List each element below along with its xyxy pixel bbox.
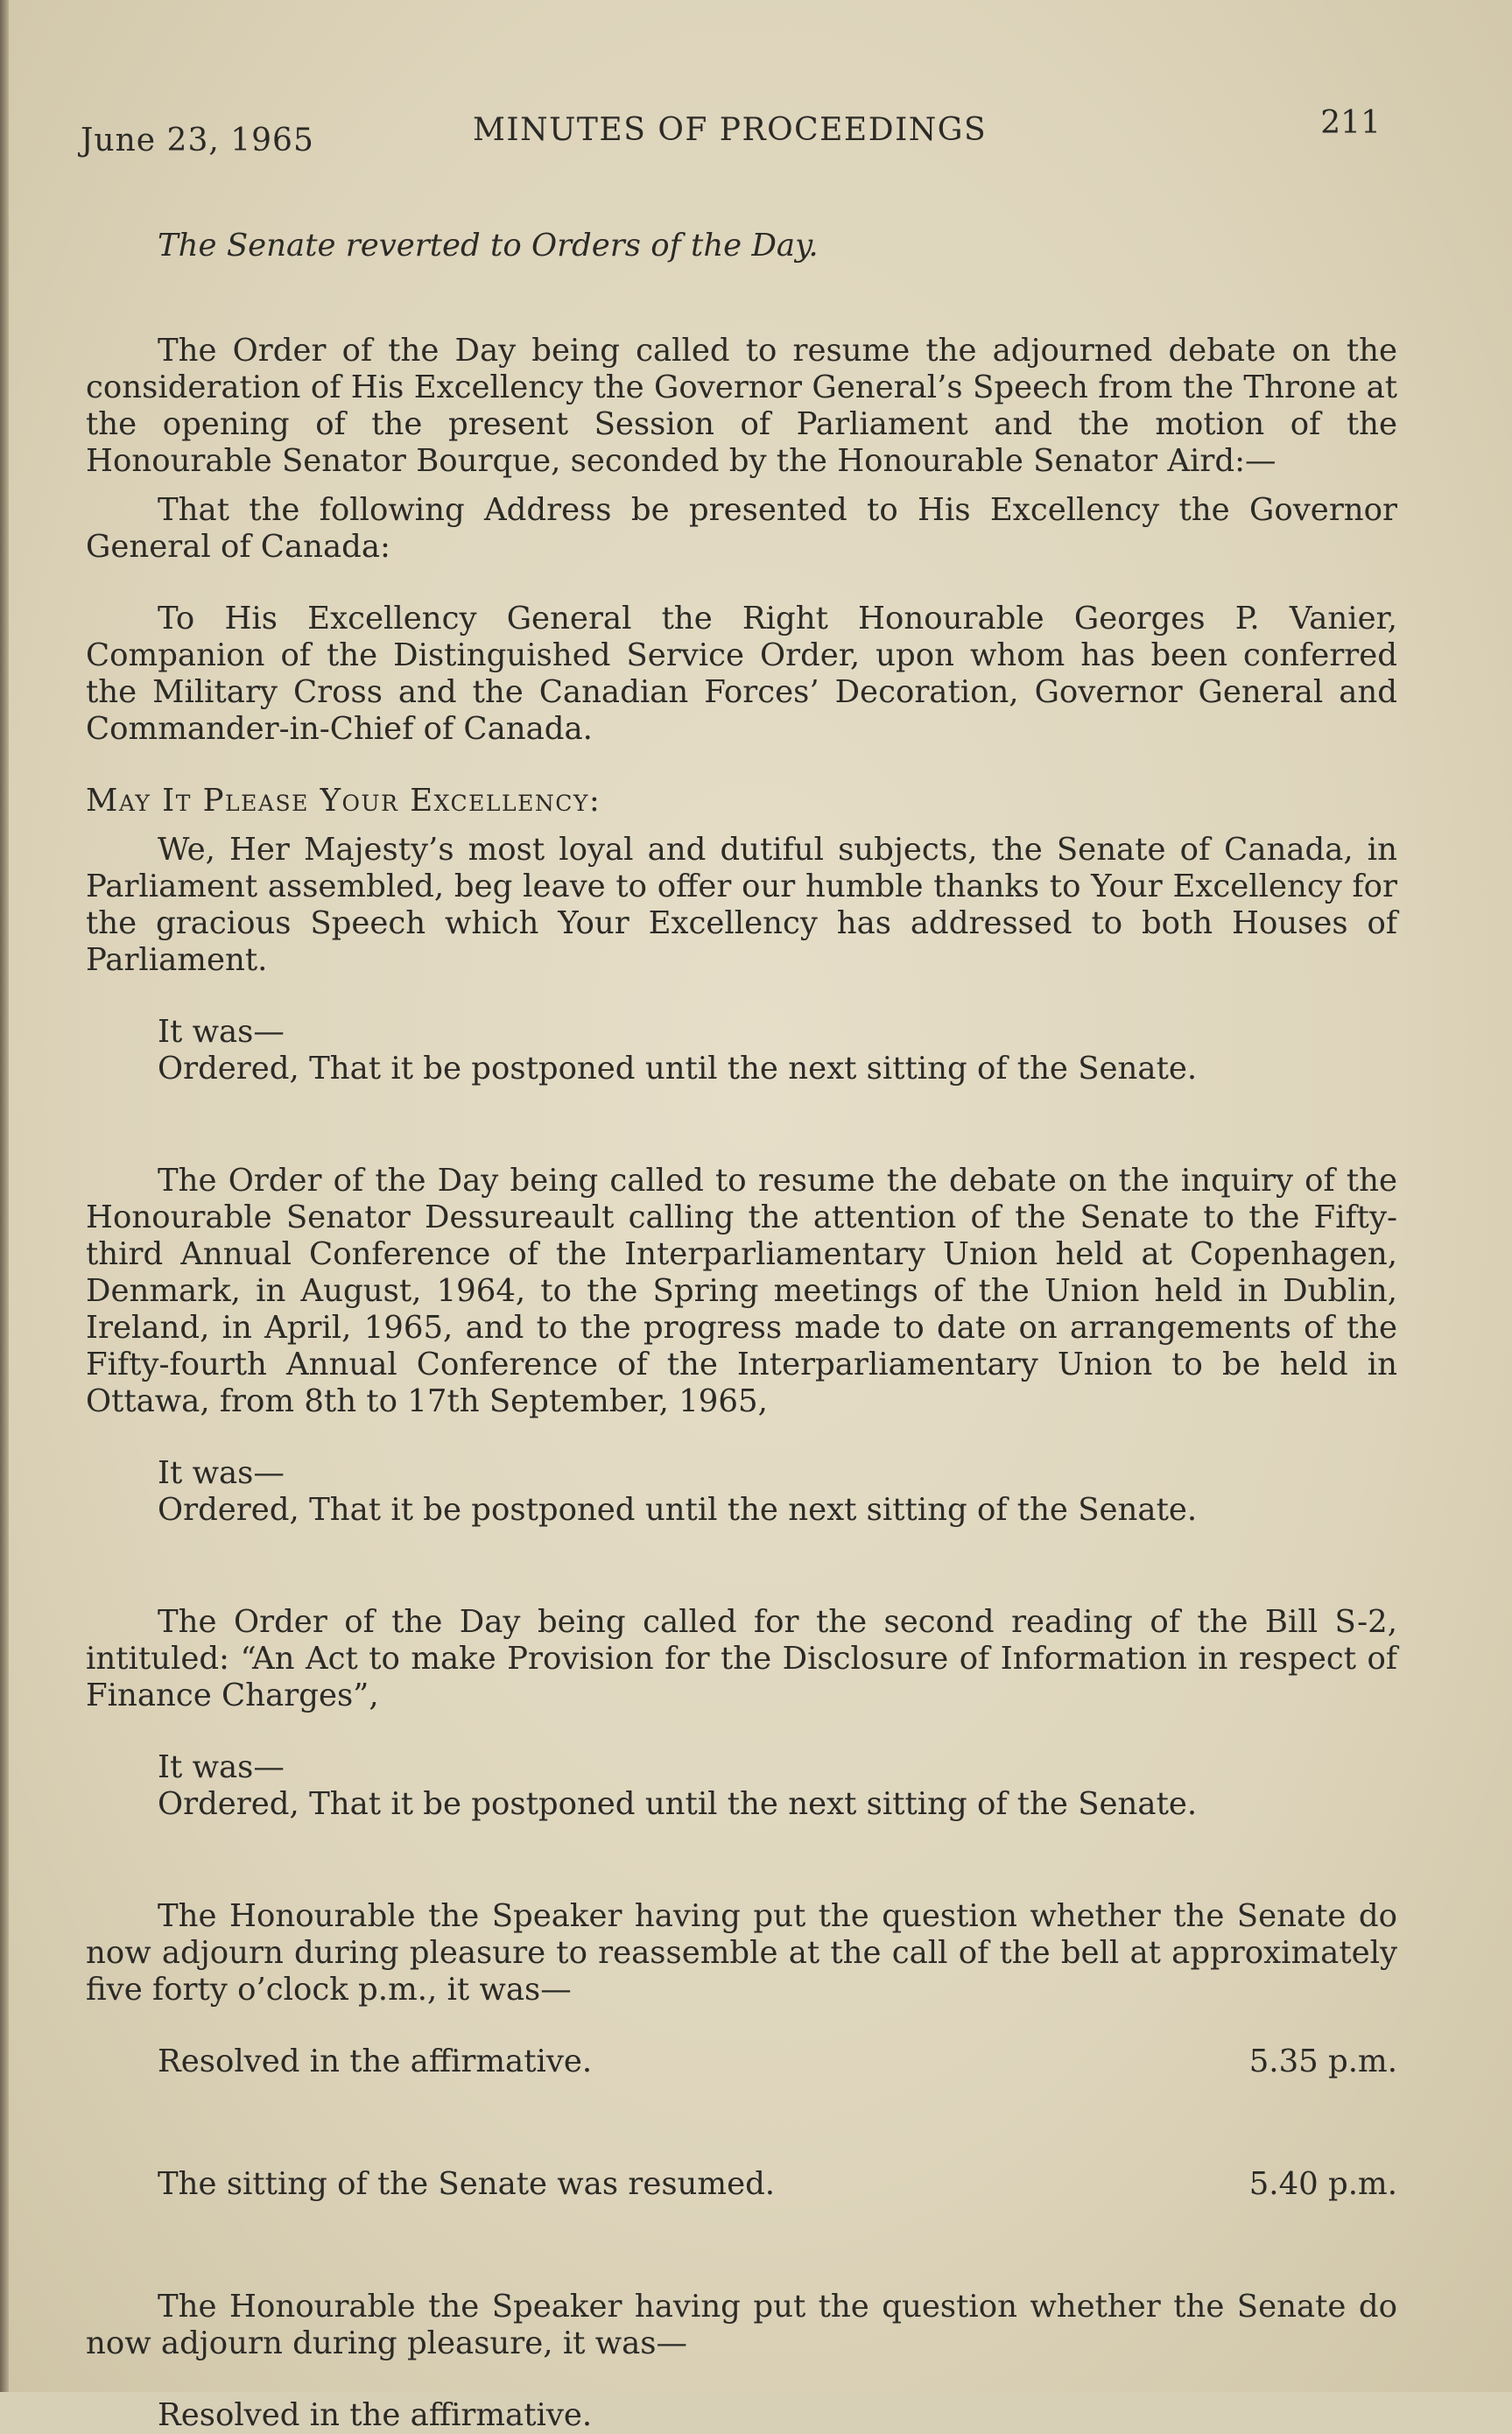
address-to: To His Excellency General the Right Honourable Georges P. Vanier, Companion of the Distinguished Service Order, upon whom has been conferred the Military Cross and the Canadian Forces’ Decoration, Governor General and Commander-in-Chief of Canada.: [86, 601, 1397, 747]
page-edge: [0, 0, 9, 2392]
speaker1-paragraph: The Honourable the Speaker having put the question whether the Senate do now adjourn during pleasure to reassemble at the call of the bell at approximately five forty o’clock p.m., it was—: [86, 1898, 1397, 2008]
resumed-line: The sitting of the Senate was resumed.: [158, 2166, 776, 2202]
page-number: 211: [1320, 105, 1381, 141]
order1-paragraph: The Order of the Day being called to resume the adjourned debate on the consideration of His Excellency the Governor General’s Speech from the Throne at the opening of the present Session of Parliament and the motion of the Honourable Senator Bourque, seconded by the Honourable Senator Aird:—: [86, 333, 1397, 479]
order2-paragraph: The Order of the Day being called to resume the debate on the inquiry of the Honourable Senator Dessureault calling the attention of the Senate to the Fifty-third Annual Conference of the Interparliamentary Union held at Copenhagen, Denmark, in August, 1964, to the Spring meetings of the Union held in Dublin, Ireland, in April, 1965, and to the progress made to date on arrangements of the Fifty-fourth Annual Conference of the Interparliamentary Union to be held in Ottawa, from 8th to 17th September, 1965,: [86, 1163, 1397, 1419]
it-was-1: It was—: [158, 1014, 285, 1050]
resumed-row: [86, 2166, 1397, 2203]
ordered-2: Ordered, That it be postponed until the next sitting of the Senate.: [158, 1492, 1198, 1528]
ordered-3: Ordered, That it be postponed until the next sitting of the Senate.: [158, 1786, 1198, 1822]
time-1: 5.35 p.m.: [1248, 2044, 1397, 2079]
ordered-1: Ordered, That it be postponed until the next sitting of the Senate.: [158, 1051, 1198, 1087]
reverted-line: The Senate reverted to Orders of the Day.: [158, 228, 819, 264]
resolved-row-1: [86, 2044, 1397, 2080]
resolved-1: Resolved in the affirmative.: [158, 2044, 593, 2079]
it-was-3: It was—: [158, 1749, 285, 1785]
header-date: June 23, 1965: [81, 123, 314, 158]
it-was-2: It was—: [158, 1455, 285, 1491]
address-intro: That the following Address be presented to His Excellency the Governor General of Canada:: [86, 492, 1397, 565]
header-title: MINUTES OF PROCEEDINGS: [473, 112, 988, 148]
page-body: [86, 228, 1397, 2434]
order3-paragraph: The Order of the Day being called for the second reading of the Bill S-2, intituled: “An Act to make Provision for the Disclosure of Information in respect of Finance Charges”,: [86, 1604, 1397, 1713]
address-text: We, Her Majesty’s most loyal and dutiful subjects, the Senate of Canada, in Parliament assembled, beg leave to offer our humble thanks to Your Excellency for the gracious Speech which Your Excellency has addressed to both Houses of Parliament.: [86, 832, 1397, 978]
resolved-2: Resolved in the affirmative.: [158, 2397, 593, 2433]
speaker2-paragraph: The Honourable the Speaker having put the question whether the Senate do now adjourn during pleasure, it was—: [86, 2289, 1397, 2361]
salutation: May It Please Your Excellency:: [86, 783, 601, 819]
time-2: 5.40 p.m.: [1248, 2166, 1397, 2202]
